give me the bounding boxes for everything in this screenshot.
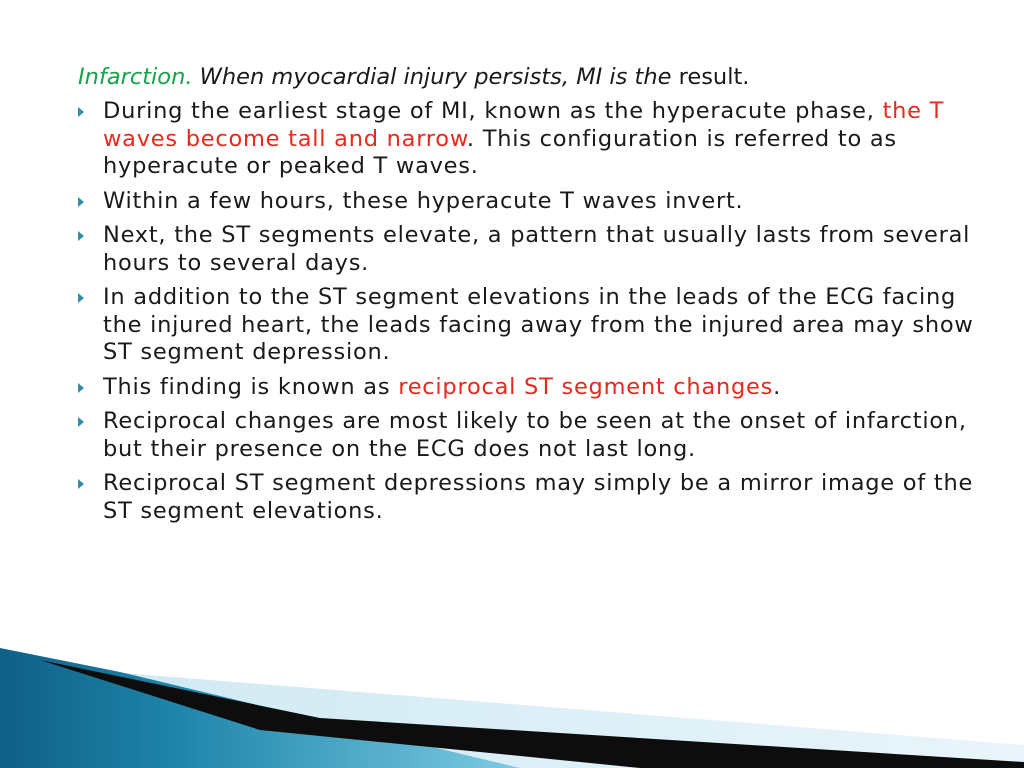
- bullet-list: [78, 98, 978, 525]
- bullet-text: This finding is known as: [103, 373, 391, 400]
- bullet-item: [78, 284, 978, 367]
- bullet-item: [78, 408, 978, 463]
- bullet-text: In addition to the ST segment elevations in the leads of the ECG facing the injured heart, the leads facing away from the injured area may show ST segment depression.: [103, 284, 974, 365]
- triangle-right-icon: [78, 107, 84, 117]
- bullet-item: [78, 188, 978, 216]
- wave-black-stripe: [40, 660, 1024, 768]
- bullet-text: Reciprocal changes are most likely to be seen at the onset of infarction, but their presence on the ECG does not last long.: [103, 408, 967, 462]
- triangle-right-icon: [78, 479, 84, 489]
- triangle-right-icon: [78, 231, 84, 241]
- bullet-highlight: reciprocal ST segment changes: [398, 373, 774, 400]
- term-infarction: Infarction: [78, 64, 186, 90]
- bullet-text-after: .: [773, 373, 781, 400]
- wave-blue-band: [0, 648, 520, 768]
- bullet-item: [78, 470, 978, 525]
- triangle-right-icon: [78, 293, 84, 303]
- triangle-right-icon: [78, 417, 84, 427]
- wave-pale-band: [60, 668, 1024, 768]
- bullet-highlight: the T waves become tall and narrow: [103, 98, 945, 152]
- bullet-text-after: . This configuration is referred to as hyperacute or peaked T waves.: [103, 125, 897, 179]
- triangle-right-icon: [78, 197, 84, 207]
- intro-line: [78, 62, 978, 92]
- bullet-text: Reciprocal ST segment depressions may simply be a mirror image of the ST segment elevations.: [103, 470, 974, 524]
- bullet-text: Within a few hours, these hyperacute T waves invert.: [103, 187, 744, 214]
- triangle-right-icon: [78, 383, 84, 393]
- bullet-text: Next, the ST segments elevate, a pattern that usually lasts from several hours to several days.: [103, 222, 971, 276]
- bullet-text: During the earliest stage of MI, known as the hyperacute phase,: [103, 98, 875, 124]
- slide-body: [78, 62, 978, 532]
- bullet-item: [78, 374, 978, 402]
- bullet-item: [78, 222, 978, 277]
- bullet-item: [78, 98, 978, 181]
- intro-plain-text: result.: [678, 64, 750, 90]
- intro-italic-text: When myocardial injury persists, MI is the: [199, 64, 672, 90]
- term-period: .: [185, 64, 193, 90]
